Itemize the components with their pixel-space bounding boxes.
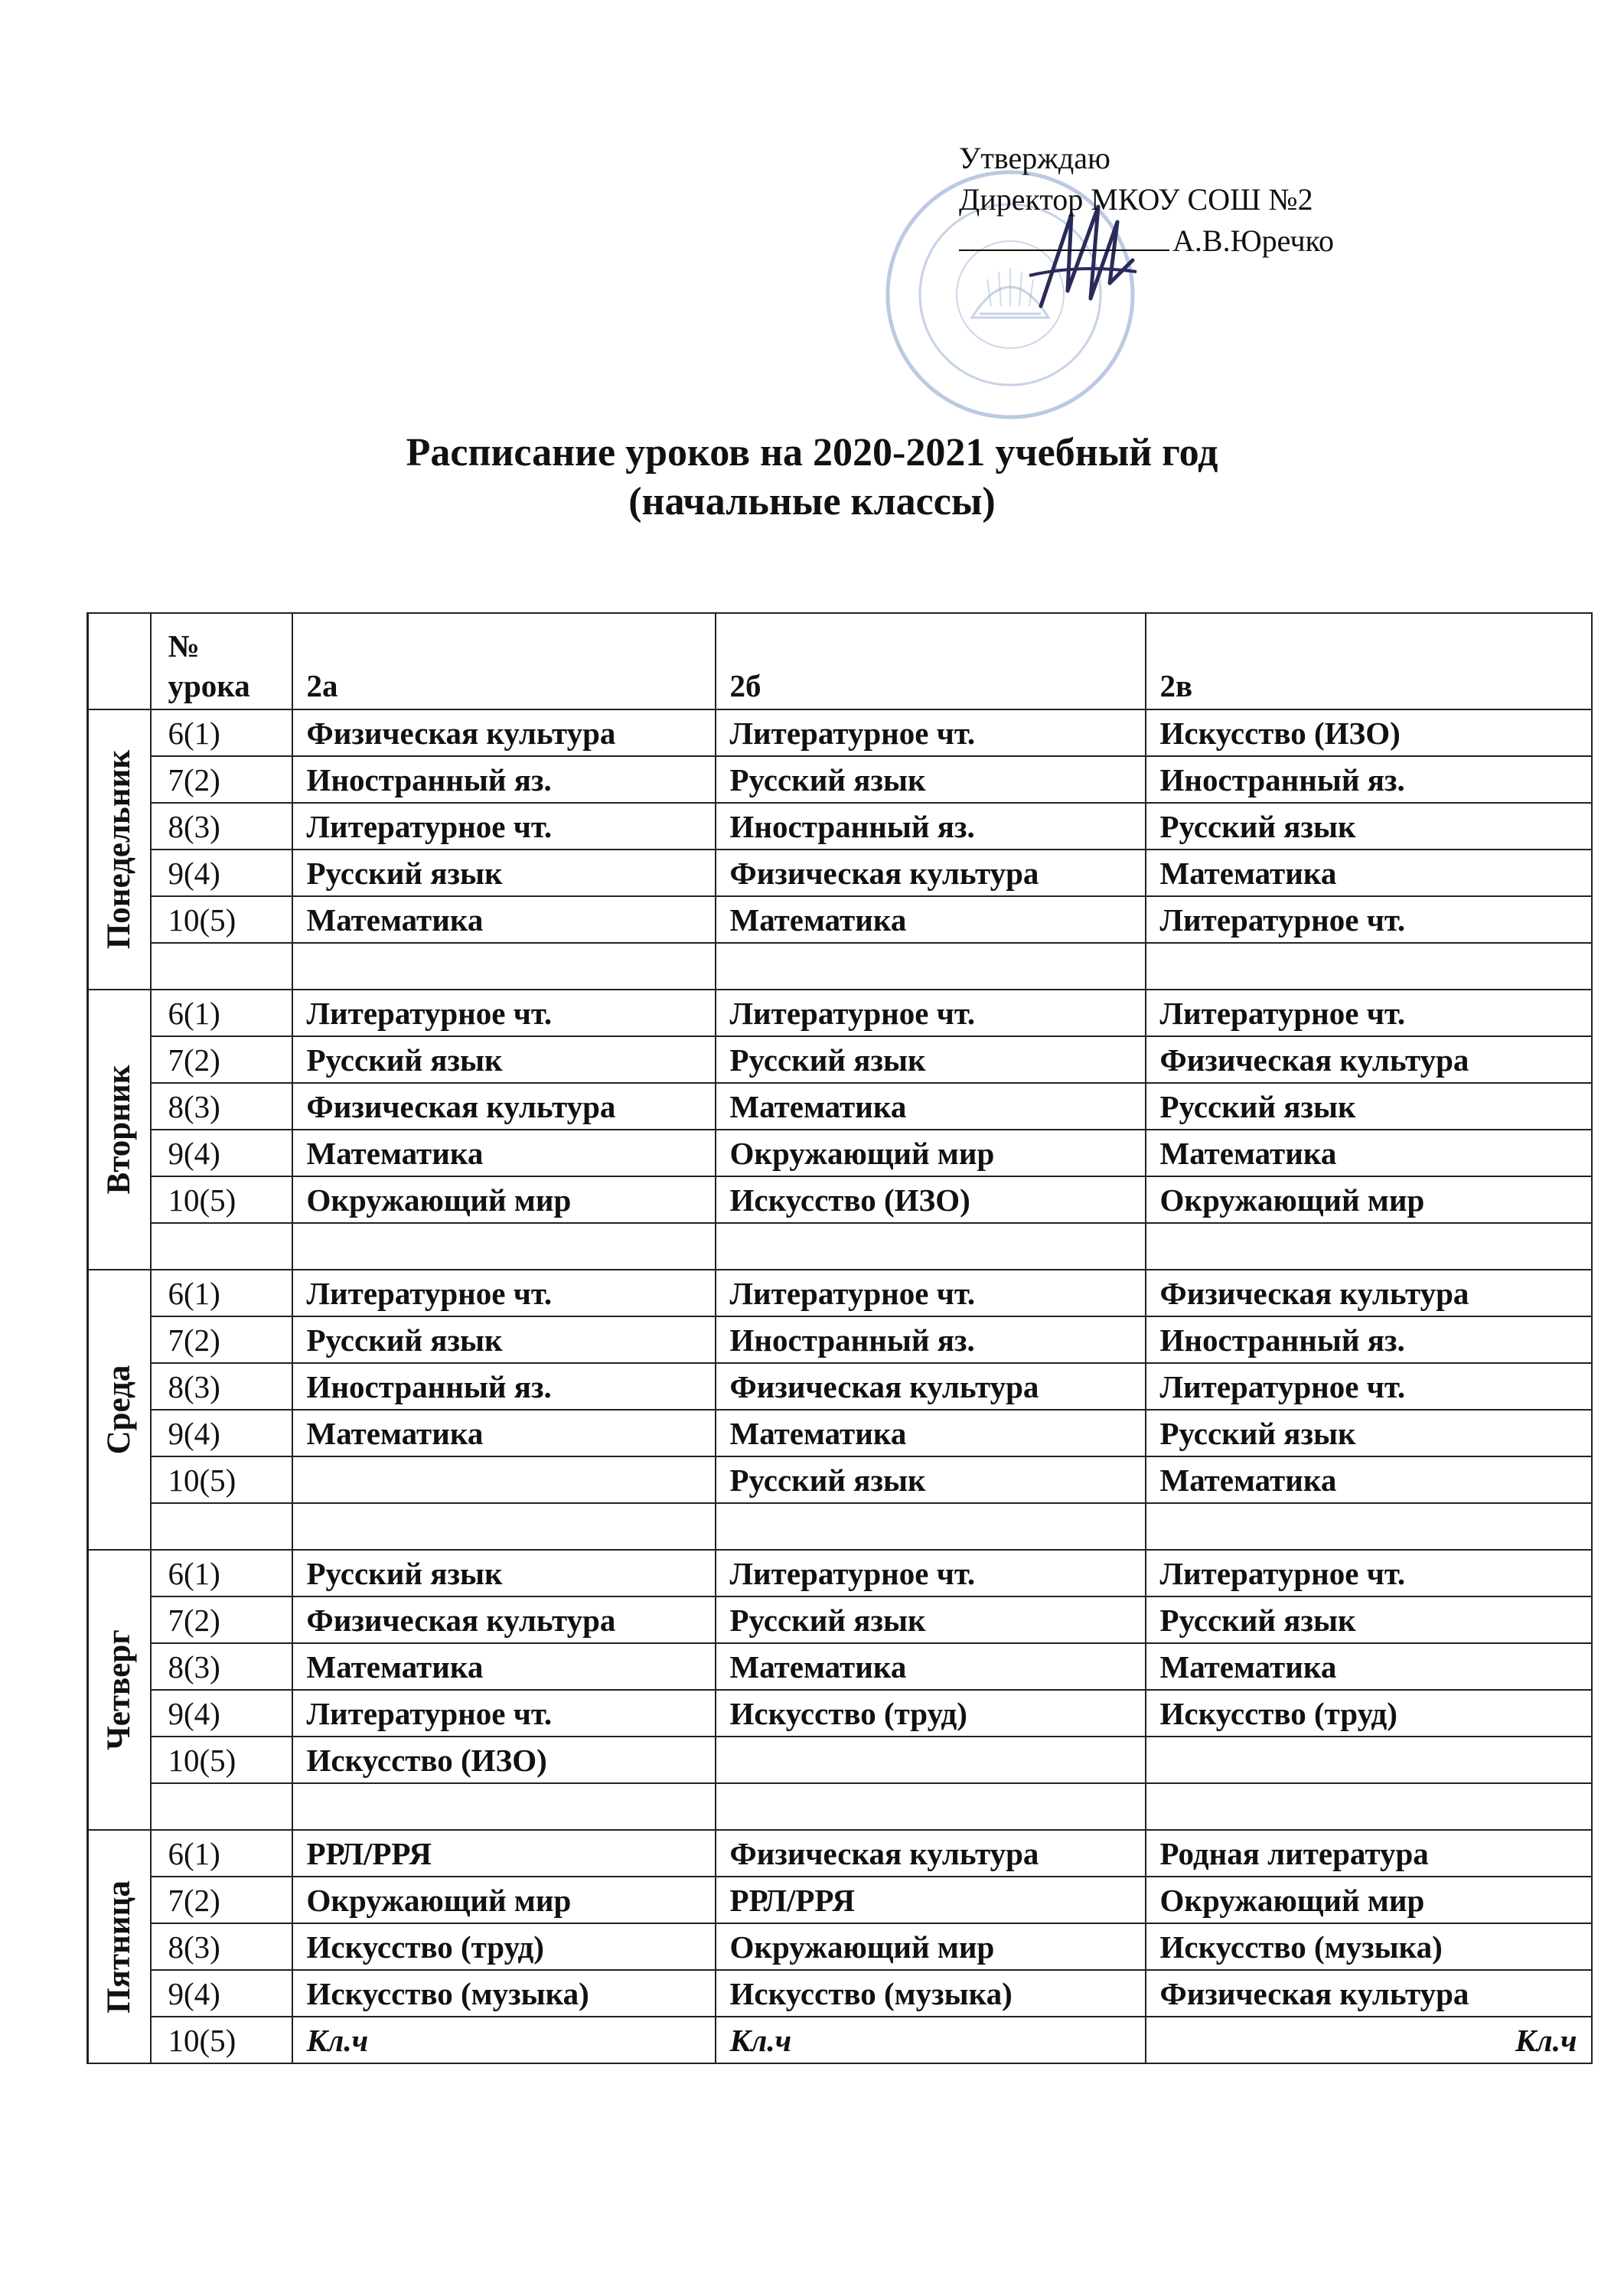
lesson-number: 10(5)	[151, 2017, 292, 2063]
subject-cell: Литературное чт.	[1146, 1550, 1592, 1596]
subject-cell: Физическая культура	[716, 1830, 1146, 1877]
lesson-number: 6(1)	[151, 709, 292, 756]
header-class-2v: 2в	[1146, 613, 1592, 709]
table-row	[88, 1363, 1592, 1410]
subject-cell: Русский язык	[716, 756, 1146, 803]
table-row	[88, 803, 1592, 850]
table-header-row	[88, 613, 1592, 709]
subject-cell: Литературное чт.	[292, 1270, 716, 1316]
lesson-number: 8(3)	[151, 1923, 292, 1970]
subject-cell: Литературное чт.	[716, 1270, 1146, 1316]
empty-cell	[716, 1223, 1146, 1270]
subject-cell: Искусство (труд)	[716, 1690, 1146, 1737]
lesson-number: 7(2)	[151, 1316, 292, 1363]
empty-cell	[151, 943, 292, 990]
director-name: А.В.Юречко	[1172, 223, 1334, 258]
subject-cell	[292, 1456, 716, 1503]
empty-cell	[1146, 1503, 1592, 1550]
table-row	[88, 850, 1592, 896]
table-row	[88, 1036, 1592, 1083]
table-row	[88, 1877, 1592, 1923]
subject-cell: Искусство (труд)	[1146, 1690, 1592, 1737]
empty-cell	[292, 1223, 716, 1270]
subject-cell: Окружающий мир	[716, 1130, 1146, 1176]
subject-cell: Иностранный яз.	[716, 1316, 1146, 1363]
header-class-2b: 2б	[716, 613, 1146, 709]
empty-cell	[716, 1783, 1146, 1830]
empty-cell	[1146, 1223, 1592, 1270]
subject-cell: Искусство (музыка)	[716, 1970, 1146, 2017]
subject-cell: Русский язык	[716, 1456, 1146, 1503]
subject-cell: Искусство (ИЗО)	[716, 1176, 1146, 1223]
subject-cell: Литературное чт.	[1146, 896, 1592, 943]
lesson-number: 6(1)	[151, 990, 292, 1036]
subject-cell: Литературное чт.	[716, 709, 1146, 756]
header-class-2a: 2а	[292, 613, 716, 709]
header-num-symbol: №	[168, 628, 200, 664]
subject-cell: Физическая культура	[716, 850, 1146, 896]
subject-cell: Физическая культура	[292, 709, 716, 756]
subject-cell	[1146, 1737, 1592, 1783]
day-cell	[88, 709, 151, 990]
subject-cell: Математика	[292, 1410, 716, 1456]
header-lesson-number	[151, 613, 292, 709]
subject-cell: Русский язык	[1146, 803, 1592, 850]
subject-cell: Физическая культура	[1146, 1970, 1592, 2017]
subject-cell: Искусство (ИЗО)	[1146, 709, 1592, 756]
subject-cell: Математика	[1146, 850, 1592, 896]
empty-cell	[292, 1783, 716, 1830]
subject-cell: Кл.ч	[1146, 2017, 1592, 2063]
lesson-number: 10(5)	[151, 1737, 292, 1783]
empty-cell	[151, 1223, 292, 1270]
approval-block	[959, 138, 1495, 262]
approval-position: Директор МКОУ СОШ №2	[959, 182, 1313, 217]
empty-cell	[292, 943, 716, 990]
empty-cell	[292, 1503, 716, 1550]
lesson-number: 7(2)	[151, 1877, 292, 1923]
subject-cell: Русский язык	[292, 1036, 716, 1083]
table-row	[88, 1923, 1592, 1970]
lesson-number: 9(4)	[151, 1970, 292, 2017]
table-row	[88, 1830, 1592, 1877]
day-label: Среда	[100, 1365, 137, 1455]
empty-row	[88, 943, 1592, 990]
lesson-number: 6(1)	[151, 1550, 292, 1596]
subject-cell: Окружающий мир	[1146, 1877, 1592, 1923]
table-row	[88, 1737, 1592, 1783]
table-row	[88, 1970, 1592, 2017]
approval-signature-line	[959, 220, 1495, 262]
subject-cell: Кл.ч	[292, 2017, 716, 2063]
subject-cell: Литературное чт.	[1146, 1363, 1592, 1410]
table-row	[88, 1270, 1592, 1316]
table-row	[88, 1130, 1592, 1176]
subject-cell: Иностранный яз.	[1146, 756, 1592, 803]
subject-cell: Русский язык	[1146, 1083, 1592, 1130]
table-row	[88, 1316, 1592, 1363]
lesson-number: 6(1)	[151, 1830, 292, 1877]
subject-cell: Математика	[292, 1643, 716, 1690]
empty-cell	[151, 1783, 292, 1830]
header-day-cell	[88, 613, 151, 709]
subject-cell: Физическая культура	[1146, 1270, 1592, 1316]
lesson-number: 9(4)	[151, 1410, 292, 1456]
page-title	[0, 429, 1624, 527]
subject-cell: Русский язык	[292, 850, 716, 896]
subject-cell: Искусство (музыка)	[292, 1970, 716, 2017]
day-cell	[88, 1830, 151, 2063]
table-row	[88, 1596, 1592, 1643]
table-row	[88, 896, 1592, 943]
subject-cell: Математика	[1146, 1643, 1592, 1690]
empty-row	[88, 1783, 1592, 1830]
table-row	[88, 709, 1592, 756]
subject-cell	[716, 1737, 1146, 1783]
table-row	[88, 1083, 1592, 1130]
subject-cell: Иностранный яз.	[292, 756, 716, 803]
lesson-number: 10(5)	[151, 1456, 292, 1503]
lesson-number: 10(5)	[151, 896, 292, 943]
lesson-number: 9(4)	[151, 1130, 292, 1176]
subject-cell: Окружающий мир	[292, 1877, 716, 1923]
lesson-number: 10(5)	[151, 1176, 292, 1223]
table-row	[88, 2017, 1592, 2063]
day-cell	[88, 990, 151, 1270]
subject-cell: Физическая культура	[716, 1363, 1146, 1410]
day-label: Вторник	[100, 1065, 137, 1195]
subject-cell: Математика	[1146, 1130, 1592, 1176]
empty-cell	[716, 1503, 1146, 1550]
subject-cell: Русский язык	[292, 1550, 716, 1596]
empty-cell	[151, 1503, 292, 1550]
subject-cell: Математика	[292, 1130, 716, 1176]
header-num-word: урока	[168, 668, 250, 703]
subject-cell: Русский язык	[1146, 1596, 1592, 1643]
table-row	[88, 1410, 1592, 1456]
subject-cell: Литературное чт.	[716, 990, 1146, 1036]
title-line-2: (начальные классы)	[628, 480, 996, 523]
lesson-number: 7(2)	[151, 1596, 292, 1643]
subject-cell: Иностранный яз.	[1146, 1316, 1592, 1363]
subject-cell: Математика	[716, 1083, 1146, 1130]
day-label: Четверг	[100, 1629, 137, 1750]
subject-cell: Физическая культура	[292, 1083, 716, 1130]
subject-cell: Иностранный яз.	[716, 803, 1146, 850]
subject-cell: Математика	[292, 896, 716, 943]
signature-underline	[959, 223, 1169, 251]
subject-cell: Родная литература	[1146, 1830, 1592, 1877]
subject-cell: Кл.ч	[716, 2017, 1146, 2063]
subject-cell: Окружающий мир	[292, 1176, 716, 1223]
table-row	[88, 1643, 1592, 1690]
subject-cell: Русский язык	[292, 1316, 716, 1363]
day-label: Понедельник	[100, 749, 137, 950]
subject-cell: Литературное чт.	[292, 1690, 716, 1737]
empty-row	[88, 1503, 1592, 1550]
subject-cell: Окружающий мир	[1146, 1176, 1592, 1223]
day-cell	[88, 1550, 151, 1830]
schedule-table	[86, 612, 1593, 2064]
lesson-number: 7(2)	[151, 756, 292, 803]
table-row	[88, 1456, 1592, 1503]
lesson-number: 9(4)	[151, 850, 292, 896]
day-cell	[88, 1270, 151, 1550]
subject-cell: Окружающий мир	[716, 1923, 1146, 1970]
subject-cell: Искусство (ИЗО)	[292, 1737, 716, 1783]
empty-cell	[1146, 943, 1592, 990]
day-label: Пятница	[100, 1880, 137, 2014]
subject-cell: Искусство (музыка)	[1146, 1923, 1592, 1970]
lesson-number: 8(3)	[151, 803, 292, 850]
subject-cell: Литературное чт.	[292, 990, 716, 1036]
table-row	[88, 1176, 1592, 1223]
subject-cell: Математика	[716, 1643, 1146, 1690]
lesson-number: 7(2)	[151, 1036, 292, 1083]
empty-cell	[716, 943, 1146, 990]
table-row	[88, 1690, 1592, 1737]
subject-cell: Физическая культура	[1146, 1036, 1592, 1083]
subject-cell: Математика	[716, 1410, 1146, 1456]
subject-cell: РРЛ/РРЯ	[292, 1830, 716, 1877]
subject-cell: Физическая культура	[292, 1596, 716, 1643]
empty-row	[88, 1223, 1592, 1270]
subject-cell: Литературное чт.	[716, 1550, 1146, 1596]
table-row	[88, 990, 1592, 1036]
lesson-number: 6(1)	[151, 1270, 292, 1316]
subject-cell: Иностранный яз.	[292, 1363, 716, 1410]
table-row	[88, 1550, 1592, 1596]
table-row	[88, 756, 1592, 803]
subject-cell: Математика	[1146, 1456, 1592, 1503]
subject-cell: РРЛ/РРЯ	[716, 1877, 1146, 1923]
subject-cell: Искусство (труд)	[292, 1923, 716, 1970]
approval-heading: Утверждаю	[959, 141, 1110, 175]
lesson-number: 9(4)	[151, 1690, 292, 1737]
subject-cell: Русский язык	[716, 1036, 1146, 1083]
subject-cell: Литературное чт.	[1146, 990, 1592, 1036]
subject-cell: Математика	[716, 896, 1146, 943]
subject-cell: Русский язык	[716, 1596, 1146, 1643]
subject-cell: Литературное чт.	[292, 803, 716, 850]
lesson-number: 8(3)	[151, 1363, 292, 1410]
empty-cell	[1146, 1783, 1592, 1830]
subject-cell: Русский язык	[1146, 1410, 1592, 1456]
lesson-number: 8(3)	[151, 1083, 292, 1130]
lesson-number: 8(3)	[151, 1643, 292, 1690]
title-line-1: Расписание уроков на 2020-2021 учебный год	[406, 431, 1218, 475]
